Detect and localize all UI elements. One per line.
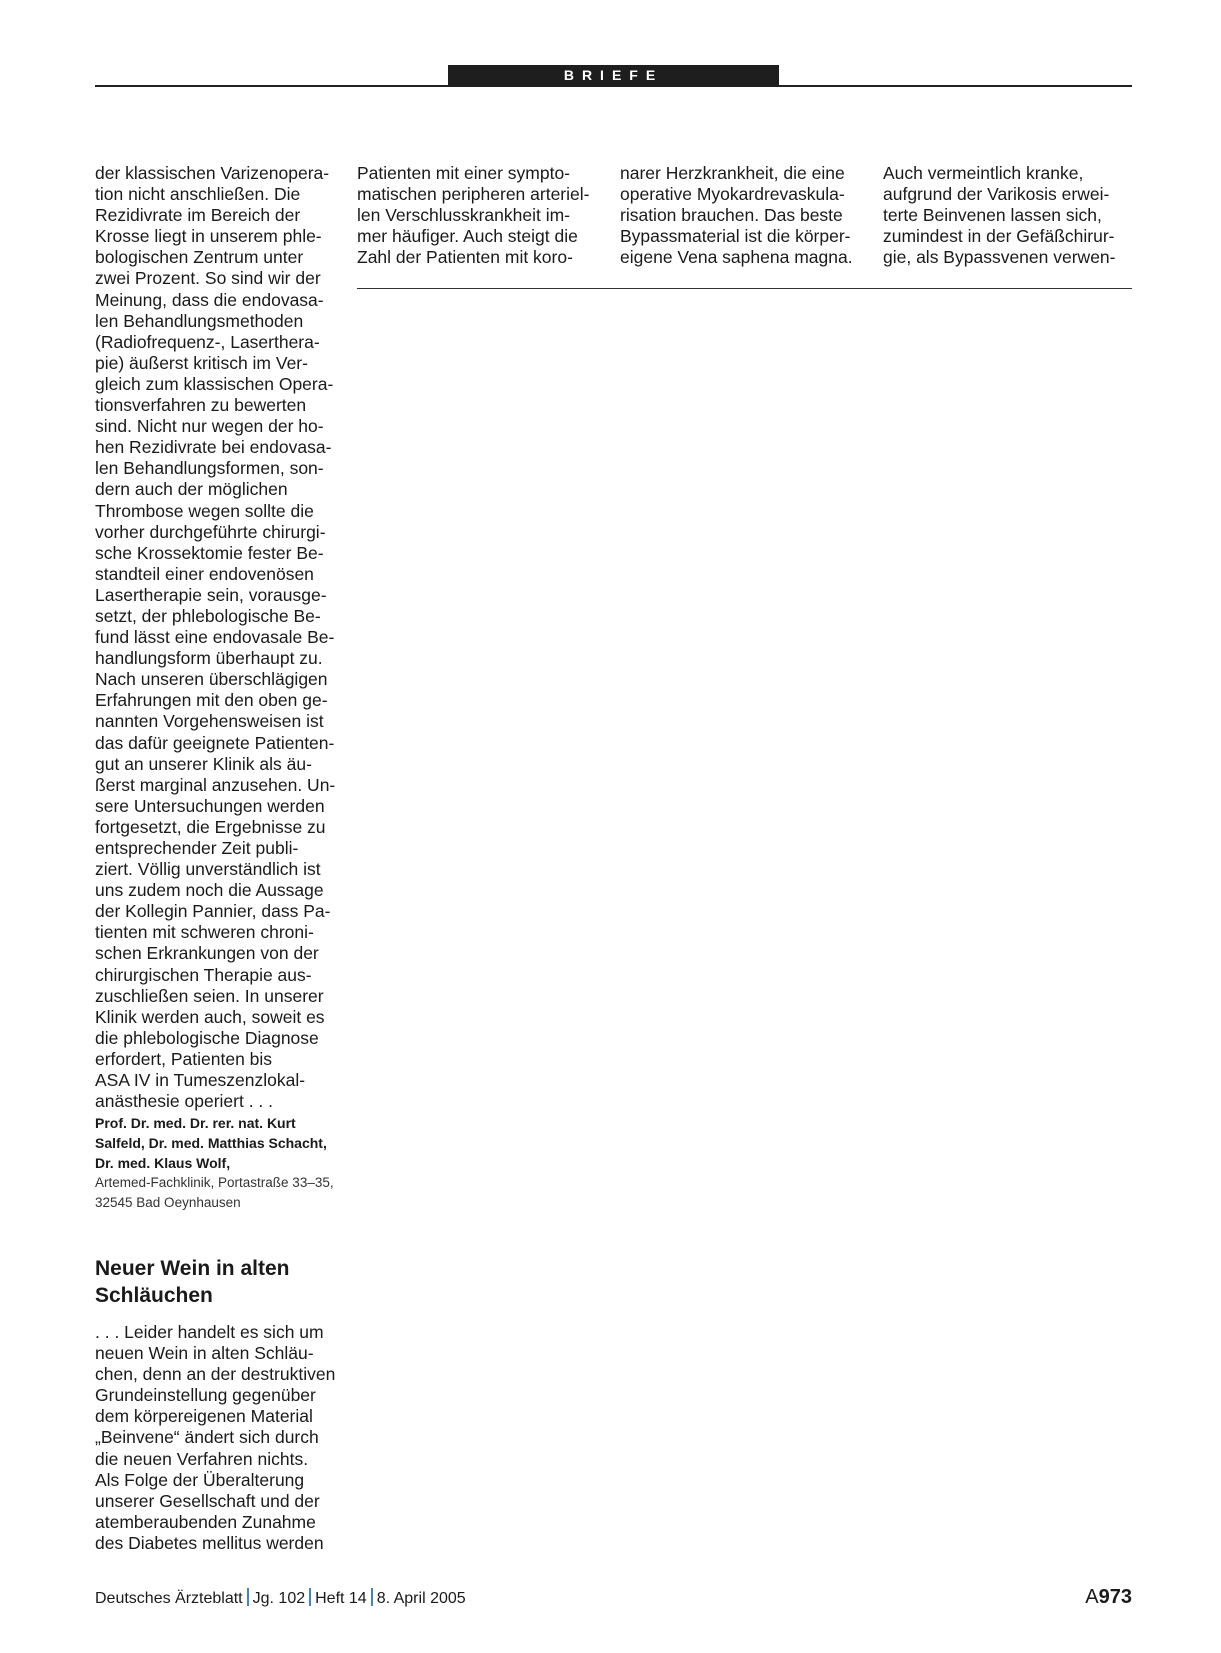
page-number-value: 973 bbox=[1098, 1586, 1132, 1608]
letter2-text-column-4: Auch vermeintlich kranke, aufgrund der Varikosis erwei- terte Beinvenen lassen sich, zumindest in der Gefäßchirur- gie, als Bypassvenen verwen- bbox=[883, 163, 1116, 268]
letter2-headline: Neuer Wein in alten Schläuchen bbox=[95, 1257, 290, 1307]
date: 8. April 2005 bbox=[376, 1590, 466, 1607]
page-number bbox=[1085, 1585, 1132, 1609]
letter2-text-column-2: Patienten mit einer sympto- matischen peripheren arteriel- len Verschlusskrankheit im- mer häufiger. Auch steigt die Zahl der Patienten mit koro- bbox=[357, 163, 590, 268]
letter1-affiliation: Artemed-Fachklinik, Portastraße 33–35, 32545 Bad Oeynhausen bbox=[95, 1175, 334, 1210]
footer-separator bbox=[371, 1588, 373, 1606]
section-label: BRIEFE bbox=[448, 65, 779, 86]
footer-citation bbox=[95, 1588, 466, 1609]
page-prefix: A bbox=[1085, 1586, 1099, 1608]
letter2-text-column-3: narer Herzkrankheit, die eine operative Myokardrevaskula- risation brauchen. Das beste Bypassmaterial ist die körper- eigene Vena saphena magna. bbox=[620, 163, 853, 268]
issue: Heft 14 bbox=[315, 1590, 367, 1607]
column-divider-rule bbox=[357, 288, 1132, 289]
journal-name: Deutsches Ärzteblatt bbox=[95, 1590, 243, 1607]
volume: Jg. 102 bbox=[252, 1590, 306, 1607]
letter2-text-column-1: . . . Leider handelt es sich um neuen Wein in alten Schläu- chen, denn an der destruktiven Grundeinstellung gegenüber dem körpereigenen Material „Beinvene“ ändert sich durch die neuen Verfahren nichts. Als Folge der Überalterung unserer Gesellschaft und der atemberaubenden Zunahme des Diabetes mellitus werden bbox=[95, 1322, 336, 1553]
footer-separator bbox=[309, 1588, 311, 1606]
letter1-authors: Prof. Dr. med. Dr. rer. nat. Kurt Salfeld, Dr. med. Matthias Schacht, Dr. med. Klaus Wolf, bbox=[95, 1115, 327, 1171]
footer-separator bbox=[247, 1588, 249, 1606]
letter1-text-column: der klassischen Varizenopera- tion nicht anschließen. Die Rezidivrate im Bereich der Krosse liegt in unserem phle- bologischen Zentrum unter zwei Prozent. So sind wir der Meinung, dass die endovasa- len Behandlungsmethoden (Radiofrequenz-, Laserthera- pie) äußerst kritisch im Ver- gleich zum klassischen Opera- tionsverfahren zu bewerten sind. Nicht nur wegen der ho- hen Rezidivrate bei endovasa- len Behandlungsformen, son- dern auch der möglichen Thrombose wegen sollte die vorher durchgeführte chirurgi- sche Krossektomie fester Be- standteil einer endovenösen Lasertherapie sein, vorausge- setzt, der phlebologische Be- fund lässt eine endovasale Be- handlungsform überhaupt zu. Nach unseren überschlägigen Erfahrungen mit den oben ge- nannten Vorgehensweisen ist das dafür geeignete Patienten- gut an unserer Klinik als äu- ßerst marginal anzusehen. Un- sere Untersuchungen werden fortgesetzt, die Ergebnisse zu entsprechender Zeit publi- ziert. Völlig unverständlich ist uns zudem noch die Aussage der Kollegin Pannier, dass Pa- tienten mit schweren chroni- schen Erkrankungen von der chirurgischen Therapie aus- zuschließen seien. In unserer Klinik werden auch, soweit es die phlebologische Diagnose erfordert, Patienten bis ASA IV in Tumeszenzlokal- anästhesie operiert . . . bbox=[95, 163, 336, 1112]
